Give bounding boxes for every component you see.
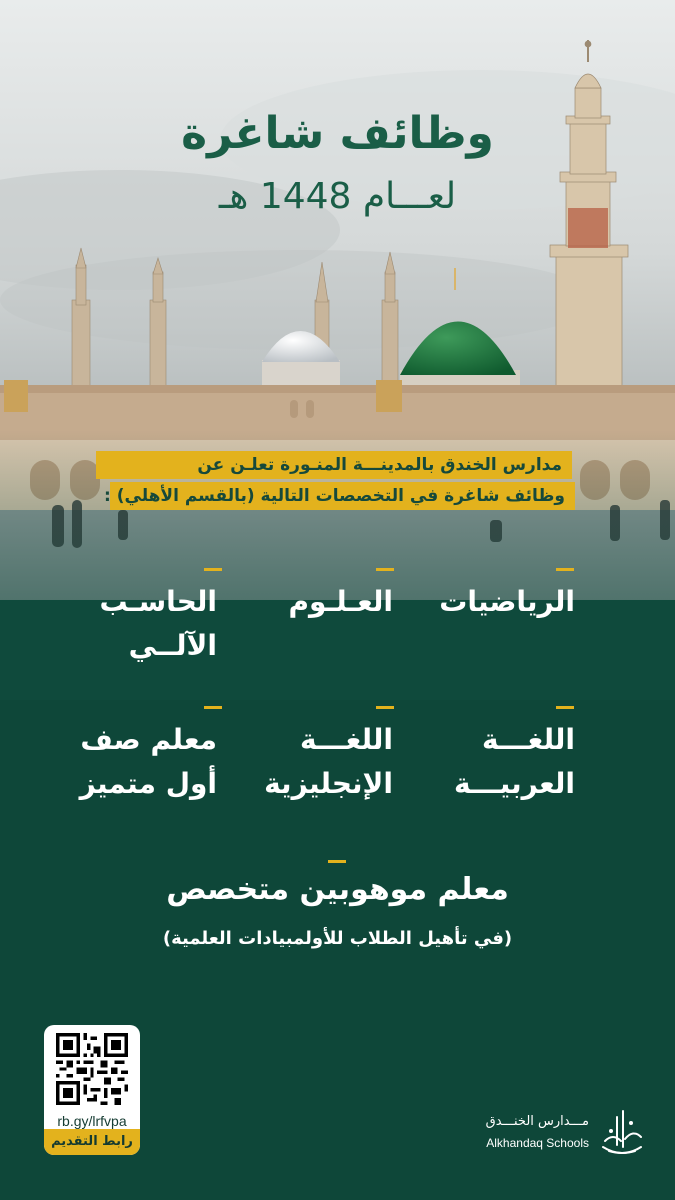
divider-dash: [556, 568, 574, 571]
school-brand: [478, 1105, 653, 1165]
application-link-label: رابط التقديم: [44, 1129, 140, 1155]
job-item-line: الرياضيات: [439, 585, 575, 618]
page-subtitle: لعـــام 1448 هـ: [218, 176, 457, 217]
job-item-science: [288, 580, 393, 624]
divider-dash: [376, 706, 394, 709]
job-item-first-grade-teacher: [80, 718, 217, 806]
divider-dash: [376, 568, 394, 571]
job-item-arabic: [454, 718, 575, 806]
job-item-math: [439, 580, 575, 624]
divider-dash: [204, 568, 222, 571]
job-item-line: العـلـوم: [288, 585, 393, 618]
announcement-banner-line-2: وظائف شاغرة في التخصصات التالية (بالقسم الأهلي) :: [110, 482, 575, 510]
gifted-teacher-title: معلم موهوبين متخصص: [166, 872, 509, 907]
job-item-english: [264, 718, 393, 806]
qr-card[interactable]: [44, 1025, 140, 1155]
job-item-line: أول متميز: [79, 767, 217, 800]
job-item-line: اللغـــة: [481, 723, 575, 756]
brand-name-arabic: مـــدارس الخنـــدق: [485, 1114, 589, 1129]
job-item-line: اللغـــة: [299, 723, 393, 756]
divider-dash: [328, 860, 346, 863]
page-title: وظائف شاغرة: [181, 108, 494, 159]
divider-dash: [556, 706, 574, 709]
brand-name-english: Alkhandaq Schools: [486, 1136, 589, 1150]
job-item-line: الحاسـب: [99, 585, 217, 618]
job-item-line: الآلــي: [128, 629, 217, 662]
job-item-line: الإنجليزية: [264, 767, 393, 800]
job-item-line: العربيـــة: [454, 767, 575, 800]
job-item-line: معلم صف: [80, 723, 217, 756]
qr-code-image[interactable]: [56, 1033, 128, 1105]
announcement-banner-line-1: مدارس الخندق بالمدينـــة المنـورة تعلـن عن: [96, 451, 572, 479]
divider-dash: [204, 706, 222, 709]
gifted-teacher-note: (في تأهيل الطلاب للأولمبيادات العلمية): [162, 928, 513, 949]
alkhandaq-logo-icon: [595, 1107, 649, 1161]
application-url[interactable]: rb.gy/lrfvpa: [57, 1113, 127, 1129]
job-item-computer: [99, 580, 217, 668]
